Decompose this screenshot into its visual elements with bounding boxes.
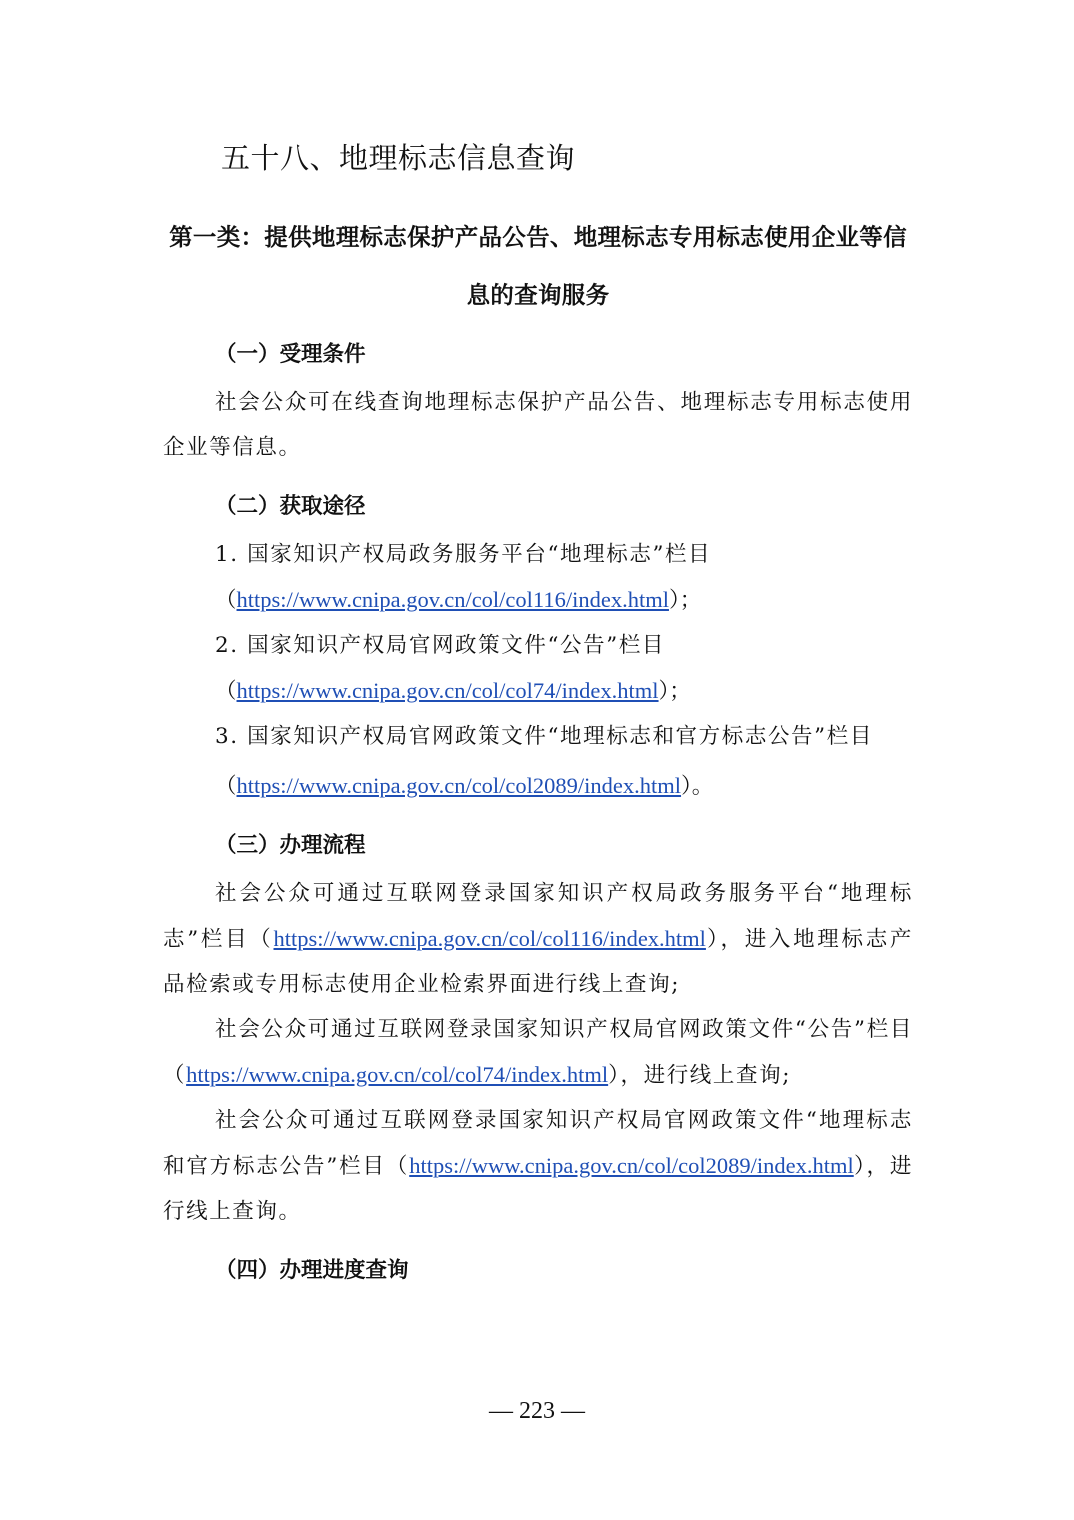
access-item-1-label: 1. 国家知识产权局政务服务平台“地理标志”栏目: [215, 542, 712, 567]
access-item-2-label: 2. 国家知识产权局官网政策文件“公告”栏目: [215, 633, 666, 658]
category-heading: 第一类：提供地理标志保护产品公告、地理标志专用标志使用企业等信息的查询服务: [169, 223, 907, 309]
access-item-1-link[interactable]: https://www.cnipa.gov.cn/col/col116/index.html: [236, 587, 669, 612]
access-item-3-label: 3. 国家知识产权局官网政策文件“地理标志和官方标志公告”栏目: [215, 724, 873, 749]
page-title: 五十八、地理标志信息查询: [221, 141, 576, 175]
access-item-3-url-line: （https://www.cnipa.gov.cn/col/col2089/index.html）。: [215, 773, 714, 799]
access-item-1-url-line: （https://www.cnipa.gov.cn/col/col116/index.html）；: [215, 587, 702, 613]
access-item-3-link[interactable]: https://www.cnipa.gov.cn/col/col2089/index.html: [236, 773, 682, 798]
process-paragraph-2-link[interactable]: https://www.cnipa.gov.cn/col/col74/index.html: [186, 1062, 609, 1087]
process-paragraph-1-link[interactable]: https://www.cnipa.gov.cn/col/col116/index.html: [273, 926, 706, 951]
acceptance-text: 社会公众可在线查询地理标志保护产品公告、地理标志专用标志使用企业等信息。: [163, 390, 913, 460]
access-item-2-url-line: （https://www.cnipa.gov.cn/col/col74/index.html）；: [215, 678, 691, 704]
access-item-2-link[interactable]: https://www.cnipa.gov.cn/col/col74/index.html: [236, 678, 659, 703]
section-heading-access: （二）获取途径: [215, 494, 366, 519]
document-body: [163, 330, 913, 1296]
section-heading-acceptance: （一）受理条件: [215, 342, 366, 367]
section-heading-progress: （四）办理进度查询: [215, 1258, 409, 1283]
page-number: — 223 —: [489, 1398, 585, 1424]
section-heading-process: （三）办理流程: [215, 833, 366, 858]
process-paragraph-1: 社会公众可通过互联网登录国家知识产权局政务服务平台“地理标志”栏目（https://www.cnipa.gov.cn/col/col116/index.html），进入地理标志产品检索或专用标志使用企业检索界面进行线上查询;: [163, 881, 913, 997]
process-paragraph-3-link[interactable]: https://www.cnipa.gov.cn/col/col2089/index.html: [409, 1153, 854, 1178]
process-paragraph-2: 社会公众可通过互联网登录国家知识产权局官网政策文件“公告”栏目（https://www.cnipa.gov.cn/col/col74/index.html），进行线上查询;: [163, 1017, 913, 1088]
process-paragraph-3: 社会公众可通过互联网登录国家知识产权局官网政策文件“地理标志和官方标志公告”栏目（https://www.cnipa.gov.cn/col/col2089/index.html），进行线上查询。: [163, 1108, 913, 1224]
